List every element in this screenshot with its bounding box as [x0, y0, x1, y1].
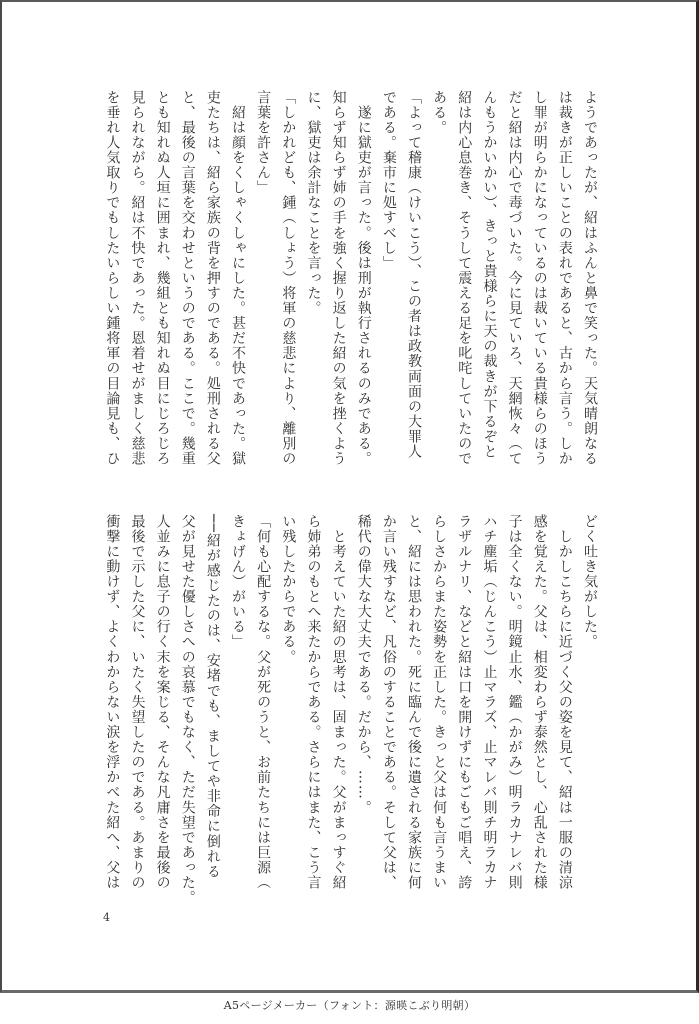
text-column: 稀代の偉大な大丈夫である。だから、……。 — [355, 514, 372, 815]
text-column: ら姉弟のもとへ来たからである。さらにはまた、こう言 — [305, 514, 322, 891]
text-column: である。棄市に処すべし」 — [380, 90, 397, 271]
text-column: どく吐き気がした。 — [582, 514, 598, 650]
footer-caption: A5ページメーカー（フォント：源暎こぶり明朝） — [223, 999, 476, 1012]
text-column: ──紹が感じたのは、安堵でも、ましてや非命に倒れる — [204, 514, 221, 880]
text-column: 紹は顔をくしゃくしゃにした。甚だ不快であった。獄 — [230, 90, 247, 467]
text-column: 父が見せた優しさへの哀慕でもなく、ただ失望であった。 — [179, 514, 196, 906]
text-column: 「しかれども、鍾（しょう）将軍の慈悲により、離別の — [280, 90, 297, 467]
text-column: きょげん）がいる」 — [230, 514, 247, 650]
text-column: だと紹は内心で毒づいた。今に見ていろ、天網恢々（て — [506, 90, 523, 467]
text-column: ラザルナリ、などと紹は口を開けずにもごもご唱え、誇 — [456, 514, 473, 891]
text-column: ハチ塵垢（じんこう）止マラズ、止マレバ則チ明ラカナ — [481, 514, 498, 891]
text-column: は裁きが正しいことの表れであると、古から言う。しか — [556, 90, 573, 467]
text-column: 見られながら。紹は不快であった。恩着せがましく慈悲 — [129, 90, 146, 467]
page-number: 4 — [103, 911, 110, 924]
text-column: 知らず知らず姉の手を強く握り返した紹の気を挫くよう — [330, 90, 347, 467]
text-column: い残したからである。 — [280, 514, 297, 665]
text-column: を垂れ人気取りでもしたいらしい鍾将軍の目論見も、ひ — [104, 90, 121, 467]
text-column: か言い残すなど、凡俗のすることである。そして父は、 — [380, 514, 397, 891]
text-column: と考えていた紹の思考は、固まった。父がまっすぐ紹 — [330, 514, 347, 891]
text-column: と、紹には思われた。死に臨んで後に遺される家族に何 — [406, 514, 423, 891]
text-column: らしさからまた姿勢を正した。きっと父は何も言うまい — [431, 514, 448, 891]
text-column: しかしこちらに近づく父の姿を見て、紹は一服の清涼 — [556, 514, 573, 891]
text-column: ある。 — [431, 90, 448, 136]
text-column: 人並みに息子の行く末を案じる、そんな凡庸さを最後の — [154, 514, 171, 891]
text-column: んもうかいかい）、きっと貴様らに天の裁きが下るぞと — [481, 90, 498, 460]
text-column: 子は全くない。明鏡止水、鑑（かがみ）明ラカナレバ則 — [506, 514, 523, 891]
text-column: 吏たちは、紹ら家族の背を押すのである。処刑される父 — [204, 90, 221, 467]
text-column: ようであったが、紹はふんと鼻で笑った。天気晴朗なる — [582, 90, 598, 467]
text-block-upper — [99, 90, 602, 482]
text-column: と、最後の言葉を交わせというのである。ここで。幾重 — [179, 90, 196, 467]
text-column: 衝撃に動けず、よくわからない涙を浮かべた紹へ、父は — [104, 514, 121, 891]
text-column: とも知れぬ人垣に囲まれ、幾組とも知れぬ目にじろじろ — [154, 90, 171, 467]
text-column: 言葉を許さん」 — [255, 90, 272, 196]
text-column: 遂に獄吏が言った。後は刑が執行されるのみである。 — [355, 90, 372, 467]
text-column: に、獄吏は余計なことを言った。 — [305, 90, 322, 316]
text-column: 「よって稽康（けいこう）、この者は政教両面の大罪人 — [406, 90, 423, 460]
text-block-lower — [99, 514, 602, 906]
text-column: 感を覚えた。父は、相変わらず泰然とし、心乱された様 — [531, 514, 548, 891]
text-column: 「何も心配するな。父が死のうと、お前たちには巨源（ — [255, 514, 272, 891]
text-column: 最後で示した父に、いたく失望したのである。あまりの — [129, 514, 146, 891]
text-column: し罪が明らかになっているのは裁いている貴様らのほう — [531, 90, 548, 467]
text-column: 紹は内心息巻き、そうして震える足を叱咤していたので — [456, 90, 473, 467]
